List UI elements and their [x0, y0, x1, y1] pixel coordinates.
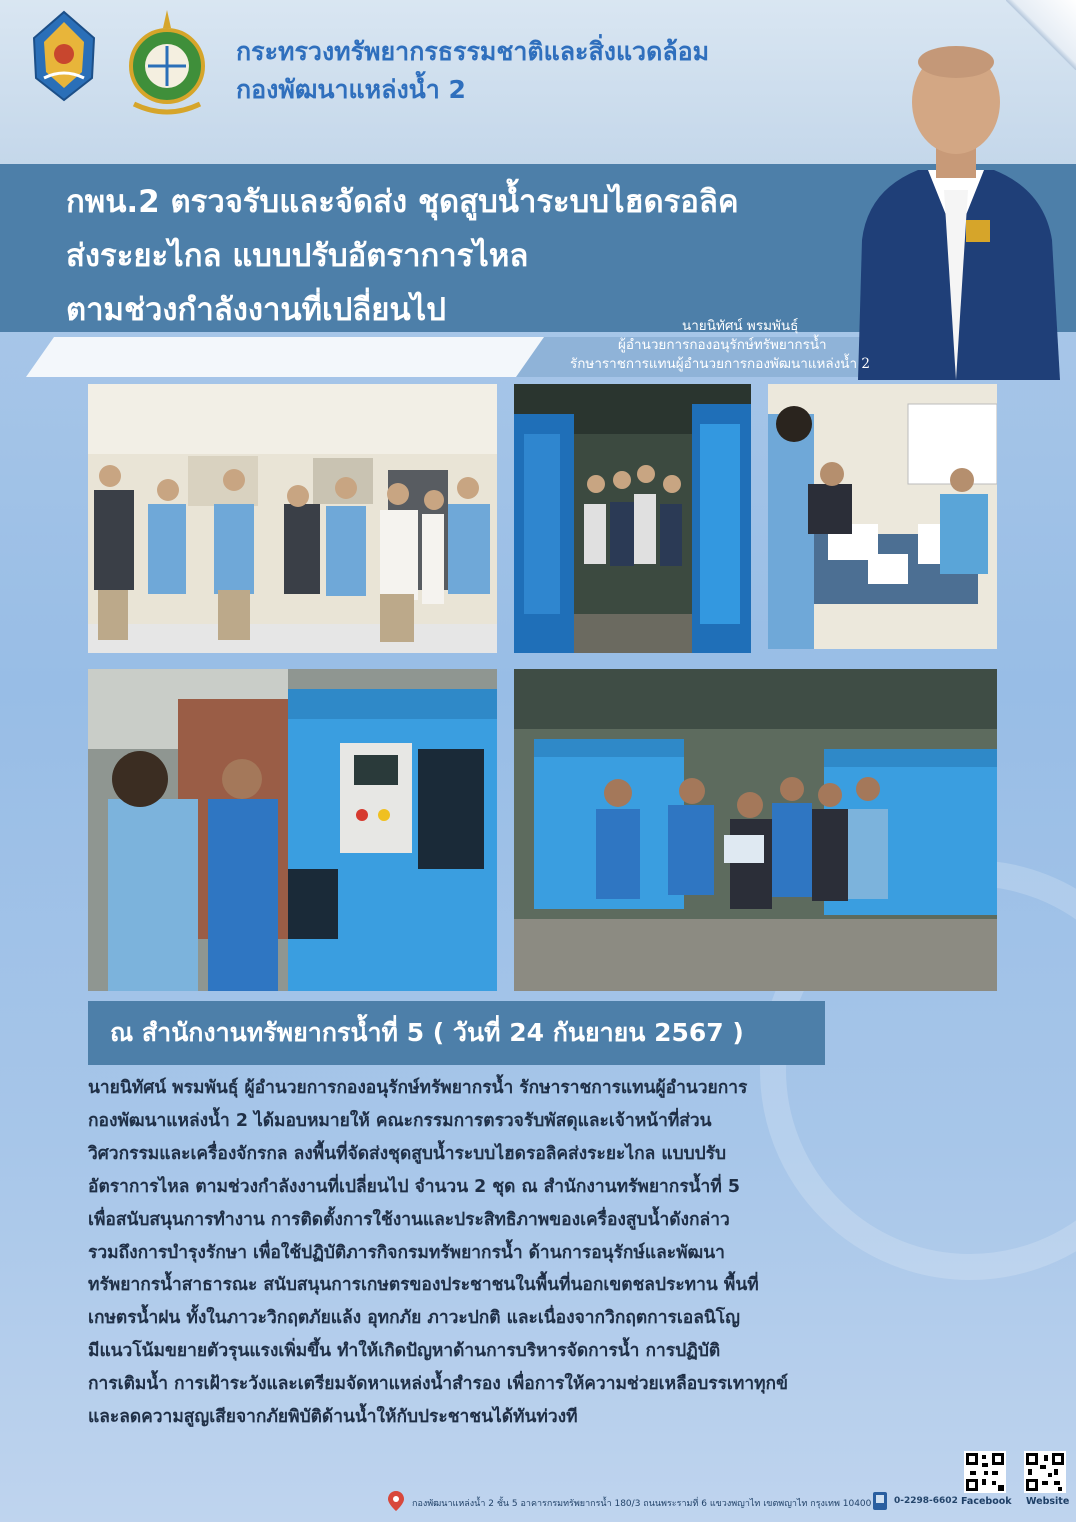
title-line-3: ตามช่วงกำลังงานที่เปลี่ยนไป: [66, 292, 446, 328]
director-portrait: [848, 40, 1064, 380]
body-line: เพื่อสนับสนุนการทำงาน การติดตั้งการใช้งานและประสิทธิภาพของเครื่องสูบน้ำดังกล่าว: [88, 1209, 730, 1230]
division-seal-logo: [118, 8, 216, 108]
ministry-name: กระทรวงทรัพยากรธรรมชาติและสิ่งแวดล้อม: [236, 37, 710, 66]
decor-stripe-white: [26, 337, 594, 377]
footer-phone: 0-2298-6602: [894, 1496, 958, 1506]
body-line: การเติมน้ำ การเฝ้าระวังและเตรียมจัดหาแหล่งน้ำสำรอง เพื่อการให้ความช่วยเหลือบรรเทาทุกข์: [88, 1374, 788, 1395]
photo-pumps-shed: [514, 384, 751, 653]
body-line: และลดความสูญเสียจากภัยพิบัติด้านน้ำให้กับประชาชนได้ทันท่วงที: [88, 1407, 578, 1428]
photo-control-panel: [88, 669, 497, 991]
body-line: วิศวกรรมและเครื่องจักรกล ลงพื้นที่จัดส่งชุดสูบน้ำระบบไฮดรอลิคส่งระยะไกล แบบปรับ: [88, 1143, 727, 1164]
title-line-2: ส่งระยะไกล แบบปรับอัตราการไหล: [66, 238, 529, 274]
division-name: กองพัฒนาแหล่งน้ำ 2: [236, 75, 466, 104]
body-line: มีแนวโน้มขยายตัวรุนแรงเพิ่มขึ้น ทำให้เกิดปัญหาด้านการบริหารจัดการน้ำ การปฏิบัติ: [88, 1341, 721, 1362]
location-pin-icon: [388, 1491, 404, 1511]
website-label: Website: [1026, 1496, 1070, 1507]
phone-icon: [872, 1492, 888, 1510]
photo-group-office: [88, 384, 497, 653]
director-position-1: ผู้อำนวยการกองอนุรักษ์ทรัพยากรน้ำ: [618, 337, 827, 353]
photo-document-signing: [768, 384, 997, 649]
body-line: กองพัฒนาแหล่งน้ำ 2 ได้มอบหมายให้ คณะกรรมการตรวจรับพัสดุและเจ้าหน้าที่ส่วน: [88, 1110, 712, 1131]
body-line: อัตราการไหล ตามช่วงกำลังงานที่เปลี่ยนไป จำนวน 2 ชุด ณ สำนักงานทรัพยากรน้ำที่ 5: [88, 1176, 740, 1197]
body-line: ทรัพยากรน้ำสาธารณะ สนับสนุนการเกษตรของประชาชนในพื้นที่นอกเขตชลประทาน พื้นที่: [88, 1275, 759, 1296]
photo-handover-group: [514, 669, 997, 991]
qr-code-icon[interactable]: [1024, 1451, 1066, 1493]
body-paragraph: [88, 1072, 994, 1434]
footer-address: กองพัฒนาแหล่งน้ำ 2 ชั้น 5 อาคารกรมทรัพยากรน้ำ 180/3 ถนนพระรามที่ 6 แขวงพญาไท เขตพญาไท กรุงเทพ 10400: [412, 1499, 872, 1509]
body-line: รวมถึงการบำรุงรักษา เพื่อใช้ปฏิบัติภารกิจกรมทรัพยากรน้ำ ด้านการอนุรักษ์และพัฒนา: [88, 1242, 725, 1263]
title-line-1: กพน.2 ตรวจรับและจัดส่ง ชุดสูบน้ำระบบไฮดรอลิค: [66, 184, 739, 220]
department-logo: [24, 8, 104, 108]
facebook-label: Facebook: [961, 1496, 1012, 1507]
location-date-banner: ณ สำนักงานทรัพยากรน้ำที่ 5 ( วันที่ 24 กันยายน 2567 ): [88, 1001, 825, 1065]
qr-code-icon[interactable]: [964, 1451, 1006, 1493]
body-line: เกษตรน้ำฝน ทั้งในภาวะวิกฤตภัยแล้ง อุทกภัย ภาวะปกติ และเนื่องจากวิกฤตการเอลนิโญ: [88, 1308, 740, 1329]
body-line: นายนิทัศน์ พรมพันธุ์ ผู้อำนวยการกองอนุรักษ์ทรัพยากรน้ำ รักษาราชการแทนผู้อำนวยการ: [88, 1078, 748, 1098]
director-position-2: รักษาราชการแทนผู้อำนวยการกองพัฒนาแหล่งน้ำ 2: [570, 356, 870, 372]
director-name: นายนิทัศน์ พรมพันธุ์: [682, 318, 799, 334]
